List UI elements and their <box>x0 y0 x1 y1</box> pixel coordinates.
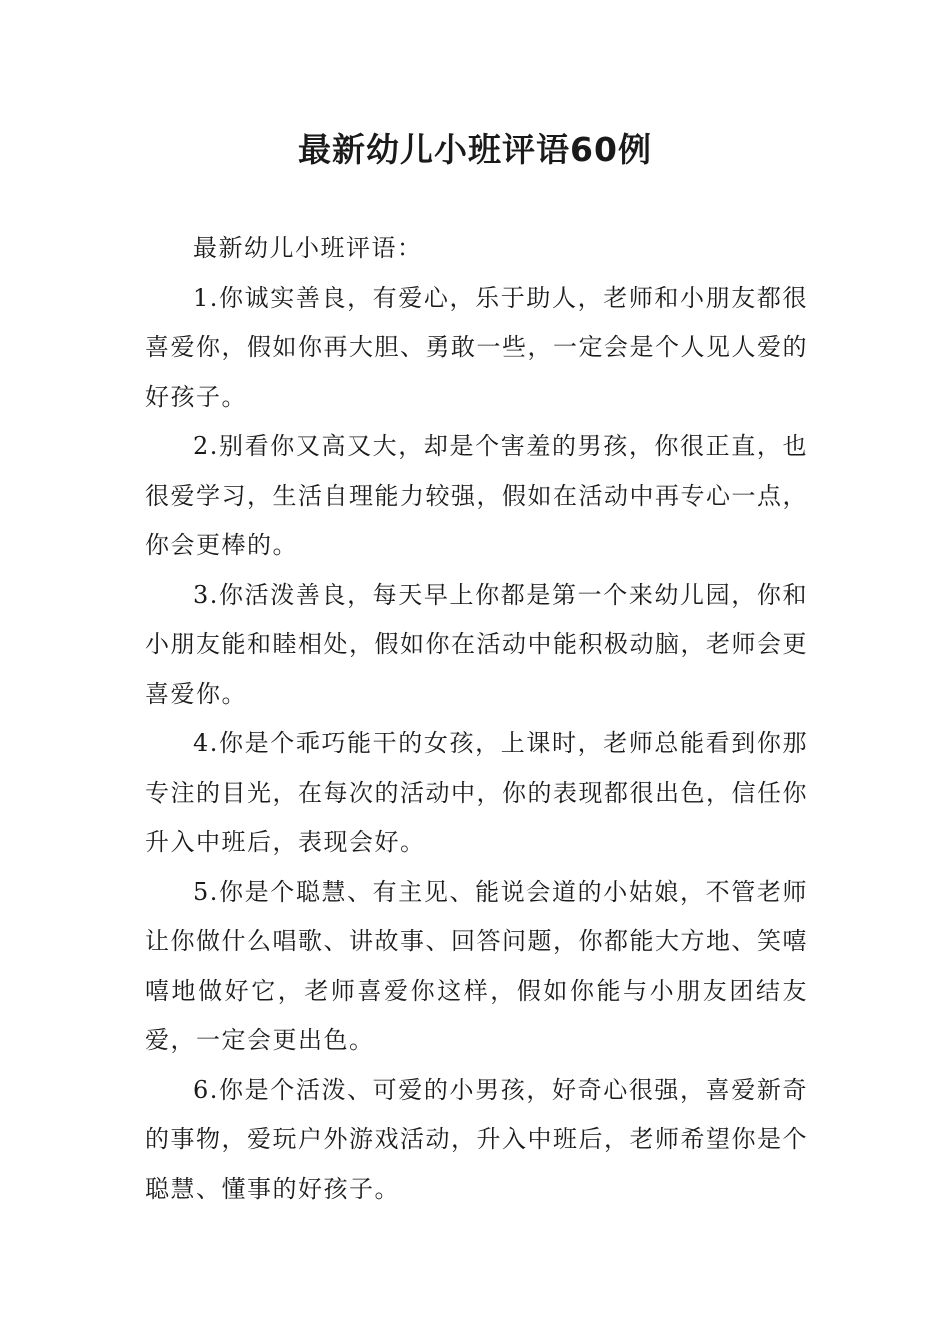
comment-paragraph-3: 3.你活泼善良，每天早上你都是第一个来幼儿园，你和小朋友能和睦相处，假如你在活动中能积极动脑，老师会更喜爱你。 <box>145 580 808 708</box>
document-body <box>145 224 808 1214</box>
comment-paragraph-4: 4.你是个乖巧能干的女孩，上课时，老师总能看到你那专注的目光，在每次的活动中，你的表现都很出色，信任你升入中班后，表现会好。 <box>145 729 808 856</box>
comment-paragraph-1: 1.你诚实善良，有爱心，乐于助人，老师和小朋友都很喜爱你，假如你再大胆、勇敢一些，一定会是个人见人爱的好孩子。 <box>145 283 808 411</box>
comment-paragraph-6: 6.你是个活泼、可爱的小男孩，好奇心很强，喜爱新奇的事物，爱玩户外游戏活动，升入中班后，老师希望你是个聪慧、懂事的好孩子。 <box>145 1075 808 1203</box>
comment-paragraph-2: 2.别看你又高又大，却是个害羞的男孩，你很正直，也很爱学习，生活自理能力较强，假如在活动中再专心一点，你会更棒的。 <box>145 432 808 559</box>
intro-line: 最新幼儿小班评语： <box>193 234 423 262</box>
document-title: 最新幼儿小班评语60例 <box>298 130 652 169</box>
comment-paragraph-5: 5.你是个聪慧、有主见、能说会道的小姑娘，不管老师让你做什么唱歌、讲故事、回答问题，你都能大方地、笑嘻嘻地做好它，老师喜爱你这样，假如你能与小朋友团结友爱，一定会更出色。 <box>145 877 808 1054</box>
